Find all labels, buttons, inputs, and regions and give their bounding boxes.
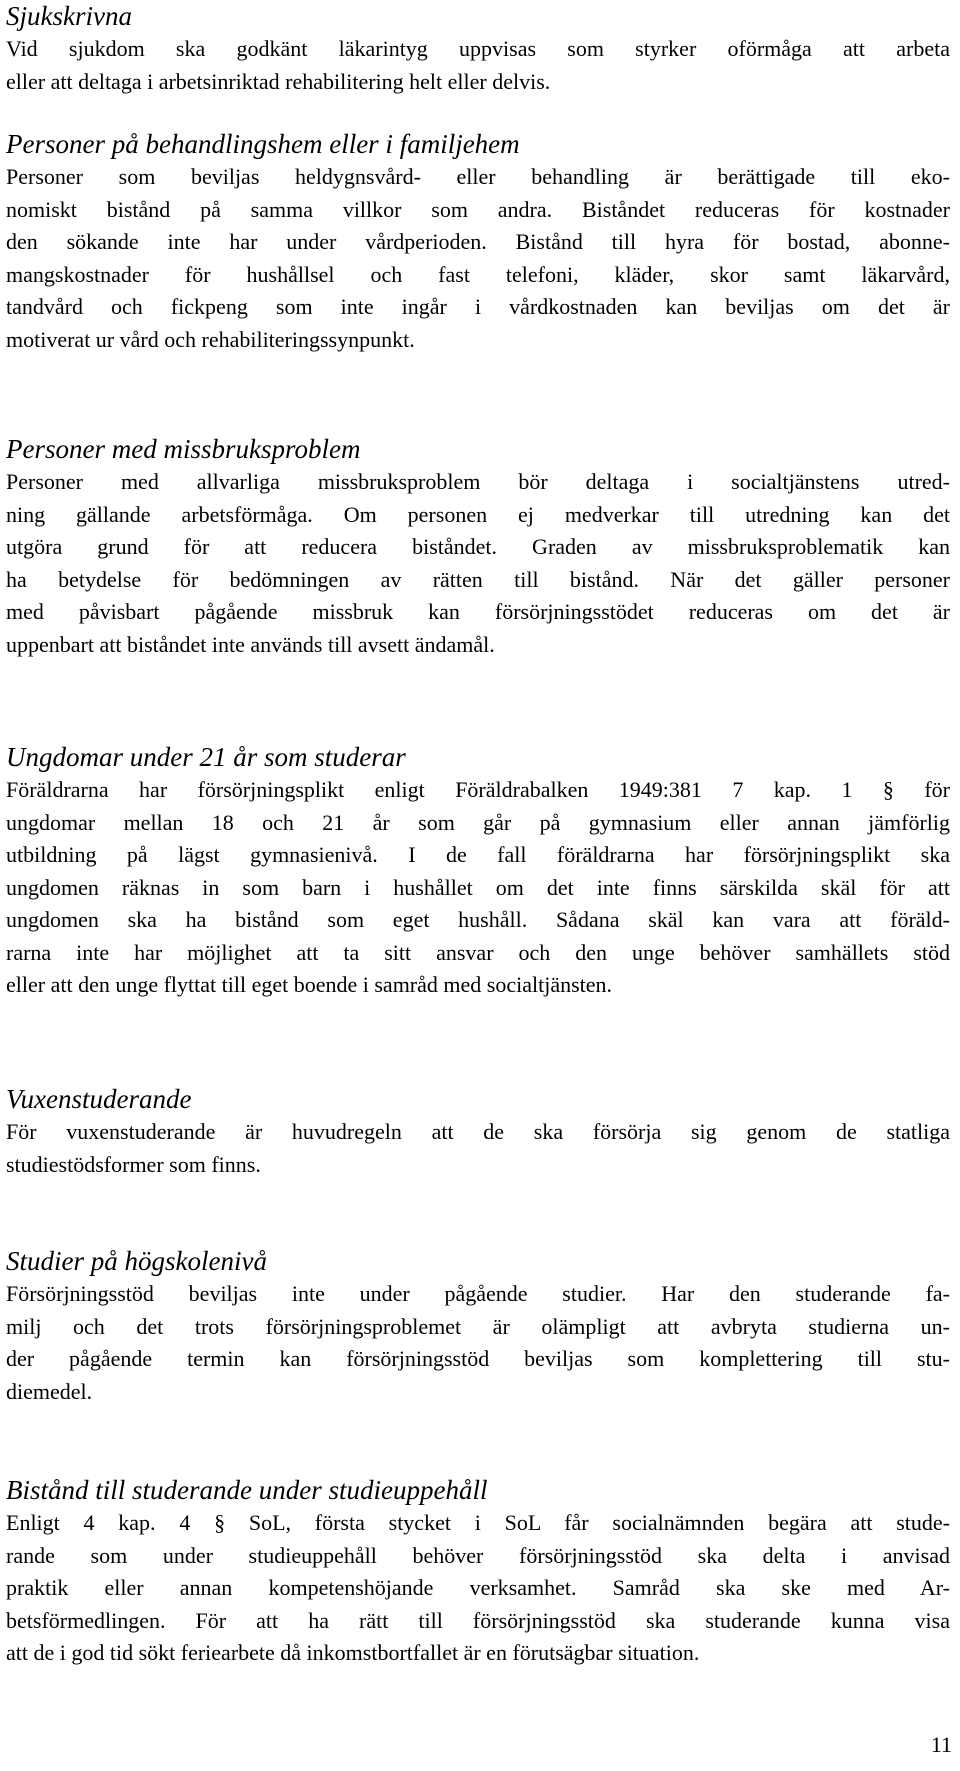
body-line: mangskostnader för hushållsel och fast telefoni, kläder, skor samt läkarvård,: [6, 261, 950, 287]
section-hogskoleniva: [6, 1245, 950, 1408]
body-line: den sökande inte har under vårdperioden. Bistånd till hyra för bostad, abonne-: [6, 229, 950, 254]
section-body: [6, 33, 950, 98]
body-line: Vid sjukdom ska godkänt läkarintyg uppvisas som styrker oförmåga att arbeta: [6, 36, 950, 61]
body-line: För vuxenstuderande är huvudregeln att de ska försörja sig genom de statliga: [6, 1119, 950, 1144]
body-line: diemedel.: [6, 1378, 93, 1404]
body-line: ning gällande arbetsförmåga. Om personen ej medverkar till utredning kan det: [6, 501, 950, 527]
section-heading: Sjukskrivna: [6, 1, 132, 31]
body-line: Personer som beviljas heldygnsvård- eller behandling är berättigade till eko-: [6, 164, 950, 189]
section-behandlingshem: [6, 128, 950, 356]
body-line: Enligt 4 kap. 4 § SoL, första stycket i SoL får socialnämnden begära att stude-: [6, 1510, 950, 1535]
section-heading: Personer på behandlingshem eller i familjehem: [6, 129, 520, 159]
body-line: milj och det trots försörjningsproblemet är olämpligt att avbryta studierna un-: [6, 1313, 950, 1339]
section-heading: Vuxenstuderande: [6, 1084, 192, 1114]
body-line: ungdomen ska ha bistånd som eget hushåll. Sådana skäl kan vara att föräld-: [6, 907, 950, 932]
body-line: motiverat ur vård och rehabiliteringssynpunkt.: [6, 326, 415, 352]
section-studieuppehall: [6, 1474, 950, 1670]
section-heading: Ungdomar under 21 år som studerar: [6, 742, 406, 772]
body-line: tandvård och fickpeng som inte ingår i vårdkostnaden kan beviljas om det är: [6, 294, 950, 319]
section-missbruksproblem: [6, 433, 950, 661]
section-heading: Bistånd till studerande under studieuppehåll: [6, 1475, 488, 1505]
body-line: Försörjningsstöd beviljas inte under pågående studier. Har den studerande fa-: [6, 1281, 950, 1306]
body-line: studiestödsformer som finns.: [6, 1151, 261, 1177]
section-ungdomar: [6, 741, 950, 1002]
section-body: [6, 1116, 950, 1181]
body-line: eller att deltaga i arbetsinriktad rehabilitering helt eller delvis.: [6, 68, 551, 94]
page-number: 11: [930, 1732, 952, 1757]
section-body: [6, 1278, 950, 1408]
section-body: [6, 466, 950, 661]
section-sjukskrivna: [6, 0, 950, 98]
body-line: att de i god tid sökt feriearbete då inkomstbortfallet är en förutsägbar situation.: [6, 1640, 700, 1665]
section-heading: Personer med missbruksproblem: [6, 434, 361, 464]
section-body: [6, 774, 950, 1002]
body-line: Föräldrarna har försörjningsplikt enligt Föräldrabalken 1949:381 7 kap. 1 § för: [6, 777, 950, 802]
body-line: eller att den unge flyttat till eget boende i samråd med socialtjänsten.: [6, 972, 613, 997]
body-line: utbildning på lägst gymnasienivå. I de fall föräldrarna har försörjningsplikt ska: [6, 842, 950, 867]
body-line: rande som under studieuppehåll behöver försörjningsstöd ska delta i anvisad: [6, 1542, 950, 1568]
body-line: nomiskt bistånd på samma villkor som andra. Biståndet reduceras för kostnader: [6, 196, 950, 222]
section-body: [6, 161, 950, 356]
body-line: ungdomar mellan 18 och 21 år som går på gymnasium eller annan jämförlig: [6, 809, 950, 835]
body-line: utgöra grund för att reducera biståndet. Graden av missbruksproblematik kan: [6, 534, 950, 559]
body-line: betsförmedlingen. För att ha rätt till försörjningsstöd ska studerande kunna visa: [6, 1607, 950, 1633]
section-body: [6, 1507, 950, 1670]
section-vuxenstuderande: [6, 1083, 950, 1181]
body-line: ungdomen räknas in som barn i hushållet om det inte finns särskilda skäl för att: [6, 874, 950, 900]
section-heading: Studier på högskolenivå: [6, 1246, 267, 1276]
body-line: der pågående termin kan försörjningsstöd beviljas som komplettering till stu-: [6, 1346, 950, 1371]
body-line: med påvisbart pågående missbruk kan försörjningsstödet reduceras om det är: [6, 599, 950, 624]
body-line: Personer med allvarliga missbruksproblem bör deltaga i socialtjänstens utred-: [6, 469, 950, 494]
body-line: praktik eller annan kompetenshöjande verksamhet. Samråd ska ske med Ar-: [6, 1575, 950, 1600]
body-line: rarna inte har möjlighet att ta sitt ansvar och den unge behöver samhällets stöd: [6, 939, 950, 965]
body-line: uppenbart att biståndet inte används till avsett ändamål.: [6, 631, 495, 657]
body-line: ha betydelse för bedömningen av rätten till bistånd. När det gäller personer: [6, 566, 950, 592]
